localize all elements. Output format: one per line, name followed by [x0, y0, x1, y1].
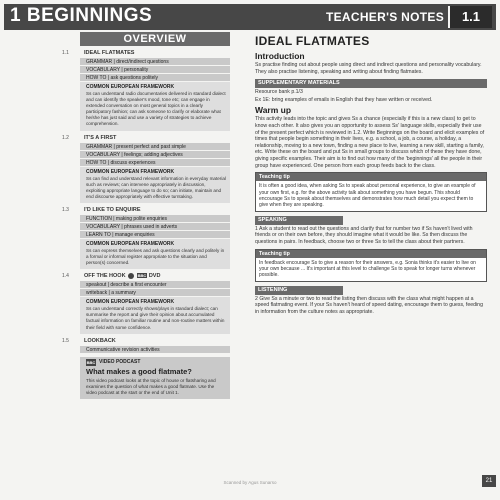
cef-body: Ss can understand radio documentaries delivered in standard dialect and can identify the speaker's mood, tone etc; can engage in extended conversation on most general topics in a clearly participatory fashion; can ask someone to clarify or elaborate what he/she has just said and use a variety of strategies to achieve comprehension.	[86, 91, 226, 127]
introduction-heading: Introduction	[255, 51, 305, 61]
overview-row: FUNCTION | making polite enquiries	[80, 214, 230, 222]
teaching-tip-heading: Teaching tip	[256, 250, 486, 258]
cef-body: Ss can find and understand relevant information in everyday material such as reviews; can intervene appropriately in discussion, exploiting appropriate language to do so; can initiate, maintain and end discourse appropriately with effective turntaking.	[86, 175, 226, 199]
overview-row: GRAMMAR | direct/indirect questions	[80, 57, 230, 65]
video-podcast-title: What makes a good flatmate?	[86, 366, 192, 376]
teaching-tip-body: In feedback encourage Ss to give a reason for their answers, e.g. Sonia thinks it's easier to live on your own because ... It's important at this level to challenge Ss to speak for longer turns whenever possible.	[256, 258, 486, 281]
scan-credit: Scanned by Agus Sunarso	[223, 480, 277, 485]
cef-box	[80, 297, 230, 333]
video-podcast-header	[86, 359, 226, 366]
overview-section	[62, 272, 230, 333]
section-title: IT'S A FIRST	[84, 134, 117, 141]
cef-box	[80, 239, 230, 269]
video-podcast-box	[80, 357, 230, 399]
overview-row: HOW TO | ask questions politely	[80, 73, 230, 81]
overview-title: OVERVIEW	[80, 32, 230, 46]
section-number: 1.1	[62, 50, 69, 56]
cef-title: COMMON EUROPEAN FRAMEWORK	[86, 168, 175, 175]
cef-box	[80, 82, 230, 131]
overview-row: writeback | a summary	[80, 288, 230, 296]
video-podcast-label: VIDEO PODCAST	[99, 359, 141, 366]
unit-title: 1 BEGINNINGS	[10, 5, 153, 26]
overview-row: Communicative revision activities	[80, 345, 230, 353]
section-number: 1.5	[62, 337, 69, 344]
teaching-tip-heading: Teaching tip	[256, 173, 486, 181]
listening-text: 2 Give Ss a minute or two to read the listing then discuss with the class what might happen at a speed flatmating event. If your Ss haven't heard of speed dating, encourage them to guess, feeding in information from the culture notes as appropriate.	[255, 295, 483, 315]
lesson-title: IDEAL FLATMATES	[255, 34, 370, 48]
speaking-text: 1 Ask a student to read out the questions and clarify that for number two if Ss haven't lived with friends or on their own before, they should imagine what it would be like. Ss then discuss the questions in pairs. In feedback, choose two or three Ss to tell the class about their partners.	[255, 225, 473, 245]
section-title: I'D LIKE TO ENQUIRE	[84, 206, 141, 213]
lesson-number: 1.1	[448, 6, 492, 28]
section-title	[80, 272, 230, 280]
section-number: 1.2	[62, 134, 69, 141]
cef-body: Ss can express themselves and ask questions clearly and politely in a formal or informal register appropriate to the situation and person(s) concerned.	[86, 247, 225, 266]
teaching-tip-box	[255, 249, 487, 282]
cef-box	[80, 167, 230, 203]
overview-row: GRAMMAR | present perfect and past simple	[80, 142, 230, 150]
overview-row: VOCABULARY | personality	[80, 65, 230, 73]
cef-title: COMMON EUROPEAN FRAMEWORK	[86, 299, 175, 306]
warm-up-text: This activity leads into the topic and gives Ss a chance (especially if this is a new class) to get to know each other. It also gives you an opportunity to assess Ss' language skills, especially their use of the present perfect which is reviewed in 1.2. Write Beginnings on the board and elicit examples of times that people begin something in their lives, e.g. a school, a job, a course, a holiday, a relationship, moving to a new town, finding a new place to live, learning a new skill, starting a family, etc. Write these on the board and put Ss in small groups to discuss which of these they have done, giving specific examples. Their aim is to find out how many of the 'beginnings' all the people in their group have experienced. One person from each group feeds back to the class.	[255, 116, 485, 169]
teaching-tip-box	[255, 172, 487, 212]
listening-bar: LISTENING	[255, 286, 343, 295]
teachers-notes-label: TEACHER'S NOTES	[325, 10, 444, 24]
section-title: IDEAL FLATMATES	[84, 50, 135, 56]
overview-row: HOW TO | discuss experiences	[80, 158, 230, 166]
overview-section	[62, 337, 230, 353]
dvd-disc-icon	[128, 273, 134, 279]
overview-column	[62, 32, 230, 399]
section-title: LOOKBACK	[84, 337, 116, 344]
page-number: 21	[482, 475, 496, 487]
lesson-notes-column	[255, 34, 487, 316]
dvd-label: DVD	[148, 273, 161, 280]
cef-title: COMMON EUROPEAN FRAMEWORK	[86, 240, 175, 247]
section-title-text: OFF THE HOOK	[84, 273, 126, 280]
speaking-bar: SPEAKING	[255, 216, 343, 225]
unit-header	[4, 4, 496, 30]
bbc-logo: BBC	[137, 273, 147, 279]
supplementary-materials-bar: SUPPLEMENTARY MATERIALS	[255, 79, 487, 88]
overview-row: VOCABULARY | phrases used in adverts	[80, 222, 230, 230]
section-number: 1.3	[62, 206, 69, 213]
overview-row: speakout | describe a first encounter	[80, 280, 230, 288]
warm-up-heading: Warm up	[255, 105, 292, 116]
overview-row: VOCABULARY | feelings; adding adjectives	[80, 150, 230, 158]
introduction-text: Ss practise finding out about people using direct and indirect questions and personality vocabulary. They also practise listening, speaking and writing about finding flatmates.	[255, 62, 482, 75]
overview-section	[62, 49, 230, 131]
bbc-video-icon: BBC	[86, 359, 96, 365]
supplementary-text: Ex 1E: bring examples of emails in English that they have written or received.	[255, 96, 433, 103]
video-podcast-body: This video podcast looks at the topic of house or flatsharing and examines the question of what makes a good flatmate. Use the video podcast at the start or the end of Unit 1.	[86, 377, 216, 395]
cef-title: COMMON EUROPEAN FRAMEWORK	[86, 84, 175, 90]
teaching-tip-body: It is often a good idea, when asking Ss to speak about personal experience, to give an example of your own first, e.g. for the above activity talk about something you have begun. This should encourage Ss to speak about themselves and demonstrates how much detail you expect them to give when they are speaking.	[256, 181, 486, 211]
overview-section	[62, 206, 230, 269]
overview-row: LEARN TO | manage enquiries	[80, 230, 230, 238]
section-number: 1.4	[62, 273, 69, 280]
supplementary-text: Resource bank p.1/3	[255, 89, 303, 96]
overview-section	[62, 134, 230, 203]
cef-body: Ss can understand correctly shows/plays in standard dialect; can summarise the report and give their opinion about accumulated factual information on familiar routine and non-routine matters within their field with some confidence.	[86, 306, 225, 330]
